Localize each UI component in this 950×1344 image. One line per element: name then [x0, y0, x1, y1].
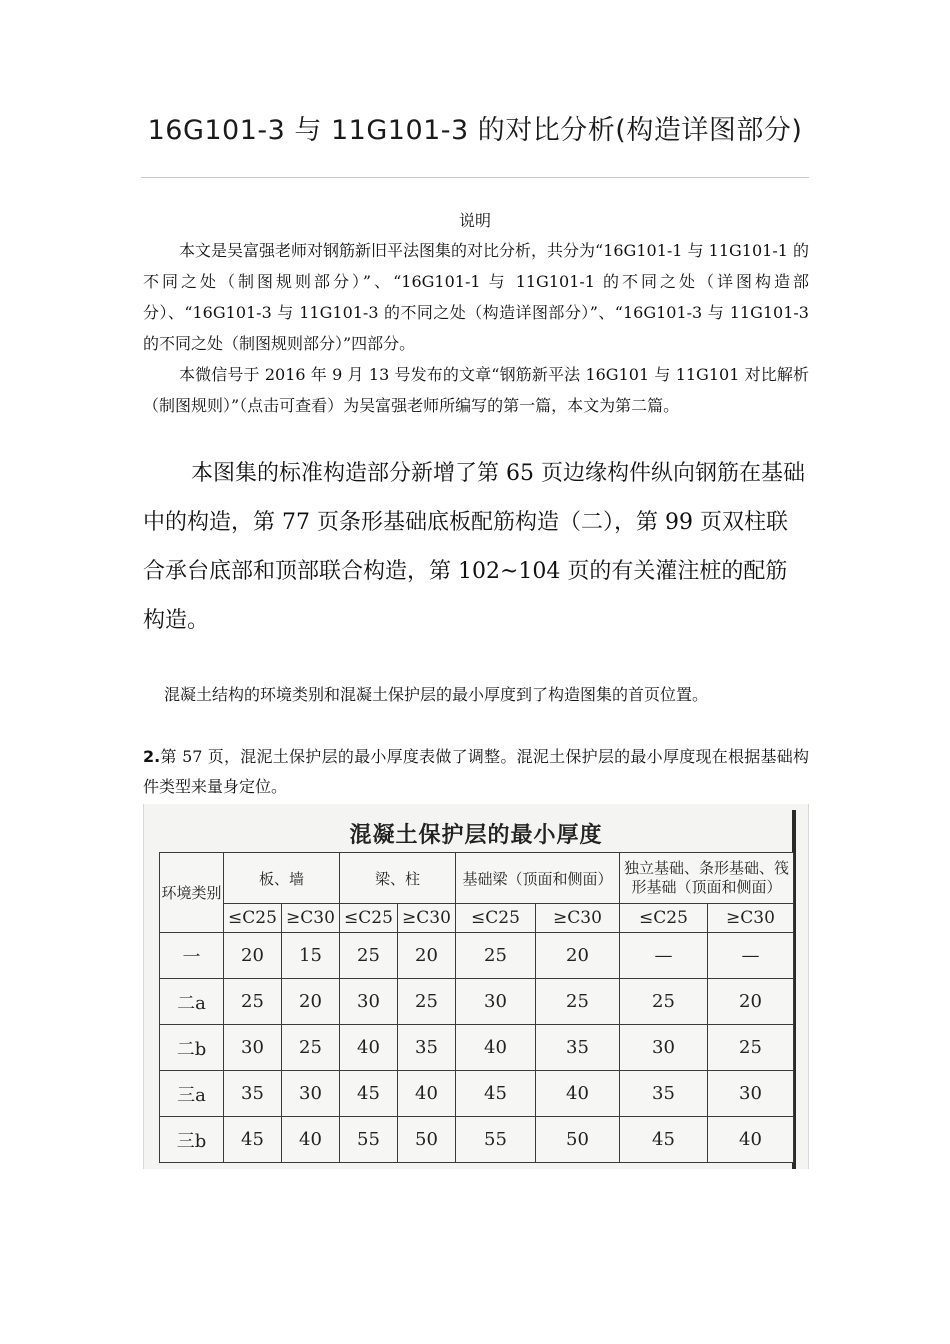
table-cell: 30	[340, 979, 398, 1025]
group-header: 梁、柱	[340, 853, 456, 904]
grade-header: ≥C30	[536, 904, 620, 933]
table-title: 混凝土保护层的最小厚度	[349, 823, 603, 848]
table-cell: 45	[620, 1117, 708, 1163]
table-cell: 50	[536, 1117, 620, 1163]
grade-header: ≥C30	[708, 904, 794, 933]
group-header: 独立基础、条形基础、筏形基础（顶面和侧面）	[620, 853, 794, 904]
table-cell: 35	[536, 1025, 620, 1071]
table-cell: 20	[282, 979, 340, 1025]
table-cell: 20	[708, 979, 794, 1025]
table-cell: 20	[224, 933, 282, 979]
article-paragraph: 本微信号于 2016 年 9 月 13 号发布的文章“钢筋新平法 16G101 与 11G101 对比解析（制图规则）”（点击可查看）为吴富强老师所编写的第一篇，本文为第二篇。	[143, 365, 809, 415]
env-class-cell: 二b	[160, 1025, 224, 1071]
env-class-cell: 二a	[160, 979, 224, 1025]
table-cell: 20	[398, 933, 456, 979]
table-cell: 25	[708, 1025, 794, 1071]
group-header: 基础梁（顶面和侧面）	[456, 853, 620, 904]
table-cell: 25	[282, 1025, 340, 1071]
table-cell: 30	[620, 1025, 708, 1071]
table-cell: 40	[456, 1025, 536, 1071]
table-cell: 30	[456, 979, 536, 1025]
item-number: 2.	[143, 747, 161, 766]
section-subtitle: 说明	[458, 211, 491, 230]
env-class-header: 环境类别	[160, 853, 224, 933]
cover-thickness-table	[159, 852, 794, 1163]
table-cell: 45	[224, 1117, 282, 1163]
table-cell: 40	[282, 1117, 340, 1163]
table-cell: 40	[708, 1117, 794, 1163]
cover-thickness-table-image	[143, 804, 809, 1169]
table-cell: 40	[340, 1025, 398, 1071]
table-cell: 25	[456, 933, 536, 979]
table-row	[160, 979, 794, 1025]
table-cell: 30	[224, 1025, 282, 1071]
env-class-cell: 一	[160, 933, 224, 979]
table-cell: —	[708, 933, 794, 979]
table-row	[160, 1117, 794, 1163]
grade-header: ≤C25	[224, 904, 282, 933]
table-cell: 50	[398, 1117, 456, 1163]
table-cell: —	[620, 933, 708, 979]
intro-paragraph: 本文是吴富强老师对钢筋新旧平法图集的对比分析，共分为“16G101-1 与 11G101-1 的不同之处（制图规则部分）”、“16G101-1 与 11G101-1 的不同之处（详图构造部分）、“16G101-3 与 11G101-3 的不同之处（构造详图部分）”、“16G101-3 与 11G101-3 的不同之处（制图规则部分）”四部分。	[143, 241, 809, 353]
page-title: 16G101-3 与 11G101-3 的对比分析(构造详图部分)	[147, 115, 803, 146]
table-cell: 25	[620, 979, 708, 1025]
grade-header: ≥C30	[282, 904, 340, 933]
table-row	[160, 1071, 794, 1117]
grade-header: ≥C30	[398, 904, 456, 933]
table-cell: 45	[340, 1071, 398, 1117]
item-2-paragraph	[143, 742, 809, 802]
table-cell: 15	[282, 933, 340, 979]
table-cell: 35	[398, 1025, 456, 1071]
table-cell: 35	[620, 1071, 708, 1117]
table-cell: 35	[224, 1071, 282, 1117]
table-row	[160, 1025, 794, 1071]
table-cell: 55	[340, 1117, 398, 1163]
env-class-cell: 三a	[160, 1071, 224, 1117]
table-cell: 20	[536, 933, 620, 979]
title-divider	[141, 177, 809, 178]
grade-header: ≤C25	[456, 904, 536, 933]
grade-header: ≤C25	[340, 904, 398, 933]
table-row	[160, 933, 794, 979]
env-class-cell: 三b	[160, 1117, 224, 1163]
table-cell: 25	[398, 979, 456, 1025]
table-cell: 25	[224, 979, 282, 1025]
table-cell: 45	[456, 1071, 536, 1117]
table-cell: 40	[536, 1071, 620, 1117]
grade-header: ≤C25	[620, 904, 708, 933]
new-content-paragraph: 本图集的标准构造部分新增了第 65 页边缘构件纵向钢筋在基础中的构造，第 77 页条形基础底板配筋构造（二），第 99 页双柱联合承台底部和顶部联合构造，第 102~104 页的有关灌注桩的配筋构造。	[143, 461, 805, 633]
table-cell: 30	[282, 1071, 340, 1117]
item-2-text: 第 57 页，混泥土保护层的最小厚度表做了调整。混泥土保护层的最小厚度现在根据基础构件类型来量身定位。	[143, 747, 809, 796]
environment-note: 混凝土结构的环境类别和混凝土保护层的最小厚度到了构造图集的首页位置。	[164, 685, 709, 704]
table-cell: 40	[398, 1071, 456, 1117]
group-header: 板、墙	[224, 853, 340, 904]
table-cell: 55	[456, 1117, 536, 1163]
table-cell: 25	[340, 933, 398, 979]
table-cell: 30	[708, 1071, 794, 1117]
table-cell: 25	[536, 979, 620, 1025]
